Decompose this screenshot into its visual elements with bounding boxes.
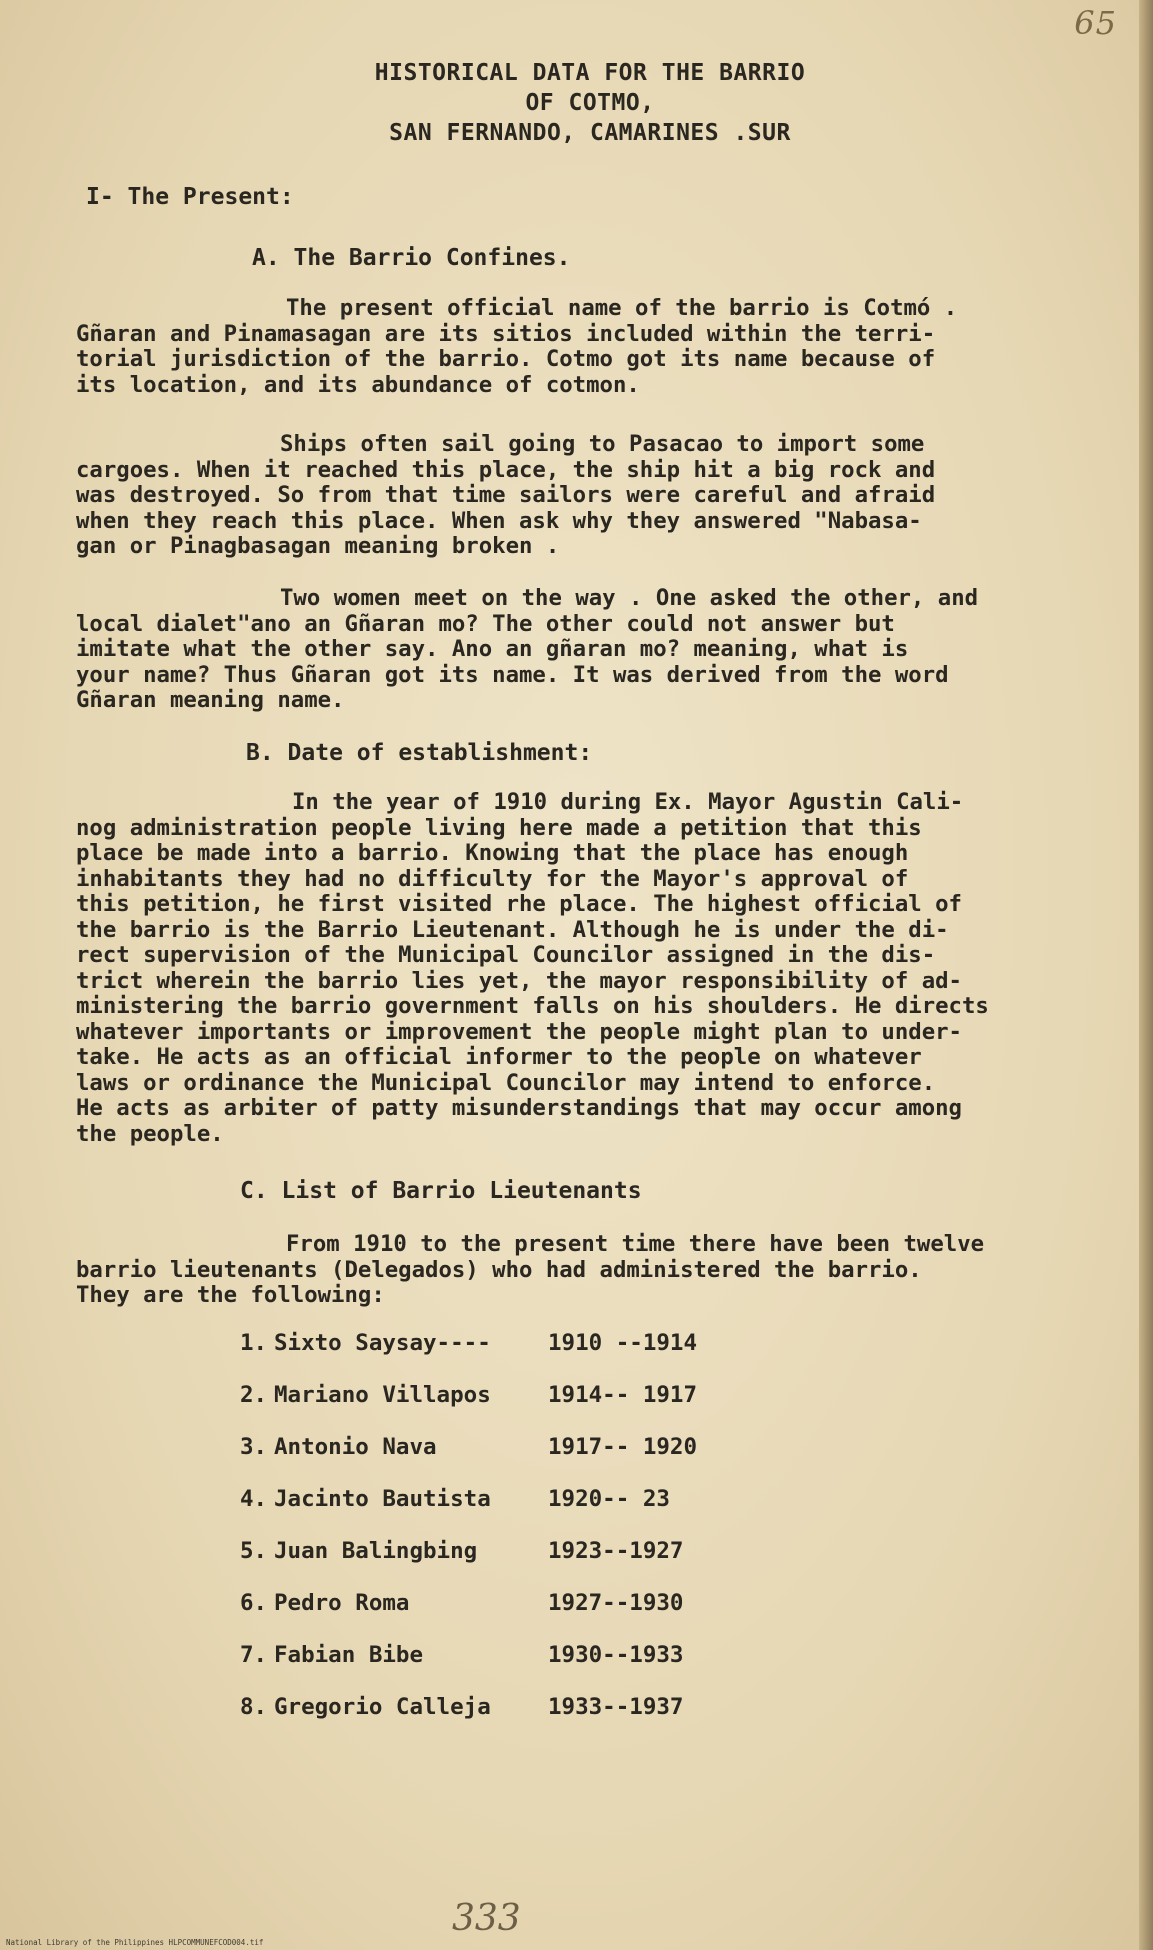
text-line: Ships often sail going to Pasacao to import some (280, 431, 925, 457)
text-line: when they reach this place. When ask why they answered "Nabasa- (76, 507, 922, 534)
text-line: inhabitants they had no difficulty for the Mayor's approval of (76, 865, 909, 892)
text-line: torial jurisdiction of the barrio. Cotmo got its name because of (76, 346, 936, 372)
text-line: laws or ordinance the Municipal Councilor may intend to enforce. (76, 1069, 936, 1096)
title-line-3: SAN FERNANDO, CAMARINES .SUR (389, 120, 791, 146)
text-line: take. He acts as an official informer to the people on whatever (76, 1044, 922, 1070)
archive-stamp: 333 (452, 1898, 521, 1939)
text-line: They are the following: (76, 1282, 385, 1308)
list-item (240, 1694, 760, 1722)
paragraph-ships (76, 432, 1090, 560)
list-item (240, 1538, 760, 1566)
lieutenant-name: Fabian Bibe (274, 1642, 424, 1668)
text-line: Gñaran and Pinamasagan are its sitios included within the terri- (76, 320, 936, 347)
list-item (240, 1486, 760, 1514)
text-line: Gñaran meaning name. (76, 687, 345, 713)
term-years: 1923--1927 (548, 1538, 684, 1564)
item-number: 8. (240, 1694, 268, 1720)
text-line: From 1910 to the present time there have been twelve (286, 1231, 985, 1257)
text-line: rect supervision of the Municipal Councilor assigned in the dis- (76, 942, 936, 968)
document-title (300, 58, 880, 148)
term-years: 1933--1937 (548, 1694, 684, 1720)
text-line: local dialet"ano an Gñaran mo? The other could not answer but (76, 610, 895, 637)
item-number: 7. (240, 1642, 268, 1668)
text-line: whatever importants or improvement the people might plan to under- (76, 1018, 962, 1045)
item-number: 5. (240, 1538, 268, 1564)
term-years: 1914-- 1917 (548, 1382, 698, 1408)
list-item (240, 1382, 760, 1410)
subsection-b-heading: B. Date of establishment: (246, 740, 593, 766)
paragraph-barrio-name (76, 296, 1090, 398)
text-line: was destroyed. So from that time sailors were careful and afraid (76, 482, 936, 508)
item-number: 1. (240, 1330, 268, 1356)
lieutenant-name: Mariano Villapos (274, 1382, 491, 1408)
text-line: the people. (76, 1120, 224, 1147)
scan-footer: National Library of the Philippines HLPCOMMUNEFCOD004.tif (6, 1938, 264, 1947)
list-item (240, 1330, 760, 1358)
text-line: its location, and its abundance of cotmon. (76, 371, 640, 398)
subsection-a-heading: A. The Barrio Confines. (252, 245, 571, 271)
text-line: cargoes. When it reached this place, the ship hit a big rock and (76, 456, 936, 483)
title-line-2: OF COTMO, (525, 90, 655, 116)
text-line: barrio lieutenants (Delegados) who had administered the barrio. (76, 1256, 922, 1283)
section-heading: I- The Present: (86, 184, 294, 210)
list-item (240, 1434, 760, 1462)
term-years: 1927--1930 (548, 1590, 684, 1616)
item-number: 3. (240, 1434, 268, 1460)
lieutenant-name: Juan Balingbing (274, 1538, 478, 1564)
item-number: 2. (240, 1382, 268, 1408)
text-line: ministering the barrio government falls on his shoulders. He directs (76, 993, 989, 1019)
text-line: your name? Thus Gñaran got its name. It was derived from the word (76, 661, 949, 688)
paragraph-gnaran (76, 586, 1090, 714)
lieutenant-name: Jacinto Bautista (274, 1486, 491, 1512)
title-line-1: HISTORICAL DATA FOR THE BARRIO (374, 60, 806, 86)
paragraph-lieutenants-intro (76, 1232, 1090, 1309)
term-years: 1917-- 1920 (548, 1434, 698, 1460)
text-line: imitate what the other say. Ano an gñaran mo? meaning, what is (76, 636, 909, 662)
text-line: the barrio is the Barrio Lieutenant. Although he is under the di- (76, 916, 949, 943)
text-line: Two women meet on the way . One asked the other, and (280, 585, 979, 611)
term-years: 1920-- 23 (548, 1486, 670, 1512)
text-line: this petition, he first visited rhe place. The highest official of (76, 891, 962, 917)
lieutenant-name: Sixto Saysay---- (274, 1330, 491, 1356)
text-line: The present official name of the barrio is Cotmó . (286, 295, 958, 321)
list-item (240, 1642, 760, 1670)
term-years: 1930--1933 (548, 1642, 684, 1668)
text-line: In the year of 1910 during Ex. Mayor Agustin Cali- (292, 789, 964, 815)
paragraph-establishment (76, 790, 1090, 1147)
page-number: 65 (1074, 4, 1117, 42)
page-edge (1139, 0, 1153, 1950)
text-line: He acts as arbiter of patty misunderstandings that may occur among (76, 1095, 962, 1121)
item-number: 4. (240, 1486, 268, 1512)
lieutenant-name: Antonio Nava (274, 1434, 437, 1460)
text-line: nog administration people living here made a petition that this (76, 814, 922, 841)
text-line: place be made into a barrio. Knowing that the place has enough (76, 840, 909, 866)
subsection-c-heading: C. List of Barrio Lieutenants (240, 1178, 642, 1204)
text-line: trict wherein the barrio lies yet, the mayor responsibility of ad- (76, 967, 962, 994)
text-line: gan or Pinagbasagan meaning broken . (76, 533, 560, 559)
lieutenant-name: Gregorio Calleja (274, 1694, 491, 1720)
term-years: 1910 --1914 (548, 1330, 698, 1356)
list-item (240, 1590, 760, 1618)
lieutenant-name: Pedro Roma (274, 1590, 410, 1616)
item-number: 6. (240, 1590, 268, 1616)
